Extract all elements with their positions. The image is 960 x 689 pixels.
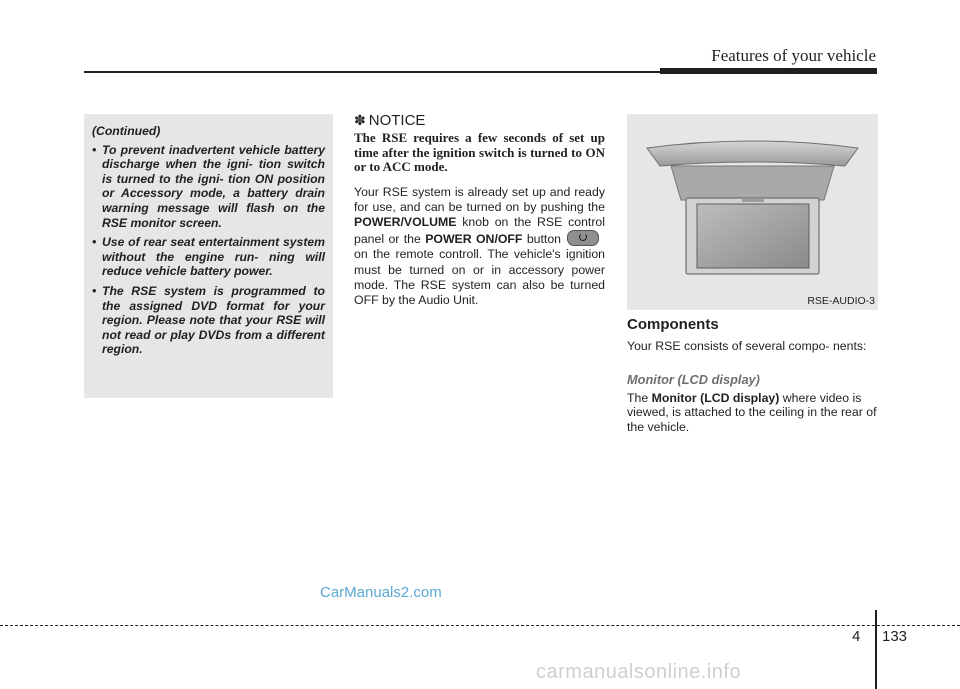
site-watermark-2: carmanualsonline.info [536, 661, 742, 683]
notice-lead: The RSE requires a few seconds of set up time after the ignition switch is turned to ON or to ACC mode. [354, 130, 605, 174]
page-header-title: Features of your vehicle [711, 46, 876, 65]
continued-label: (Continued) [92, 124, 161, 138]
caution-item: • Use of rear seat entertainment system without the engine run- ning will reduce vehicle battery power. [92, 235, 325, 279]
notice-heading [354, 112, 605, 129]
rse-monitor-illustration [627, 114, 878, 310]
section-number: 4 [852, 628, 861, 645]
caution-item: • To prevent inadvertent vehicle battery discharge when the igni- tion switch is turned to the igni- tion ON position or Accessory mode, a battery drain warning message will flash on the RSE monitor screen. [92, 142, 325, 230]
page-number-divider [875, 610, 877, 689]
power-button-icon [567, 230, 599, 246]
notice-cross-icon: ✽ [354, 112, 366, 128]
rse-monitor-figure [627, 114, 878, 310]
components-heading: Components [627, 316, 719, 333]
components-section [627, 114, 878, 435]
notice-body: Your RSE system is already set up and ready for use, and can be turned on by pushing the POWER/VOLUME knob on the RSE control panel or the POWER ON/OFF button on the remote controll. The vehicle's ignition must be turned on or in accessory power mode. The RSE system can also be turned OFF by the Audio Unit. [354, 184, 605, 307]
header-rule-thick [660, 68, 877, 74]
monitor-subheading: Monitor (LCD display) [627, 371, 760, 387]
monitor-description: The Monitor (LCD display) where video is viewed, is attached to the ceiling in the rear of the vehicle. [627, 390, 877, 435]
components-body: Your RSE consists of several compo- nents: [627, 339, 867, 353]
caution-list [92, 143, 325, 357]
notice-section [354, 112, 605, 308]
header-rule [84, 71, 660, 73]
caution-item: • The RSE system is programmed to the assigned DVD format for your region. Please note that your RSE will not read or play DVDs from a different region. [92, 283, 325, 357]
site-watermark: CarManuals2.com [320, 584, 442, 601]
bullet-icon: • [92, 235, 97, 250]
footer-rule [0, 625, 960, 626]
page-number: 133 [882, 628, 908, 645]
figure-label: RSE-AUDIO-3 [807, 295, 875, 307]
bullet-icon: • [92, 142, 97, 157]
continued-caution-box [84, 114, 333, 398]
bullet-icon: • [92, 283, 97, 298]
notice-heading-text: NOTICE [368, 112, 426, 129]
